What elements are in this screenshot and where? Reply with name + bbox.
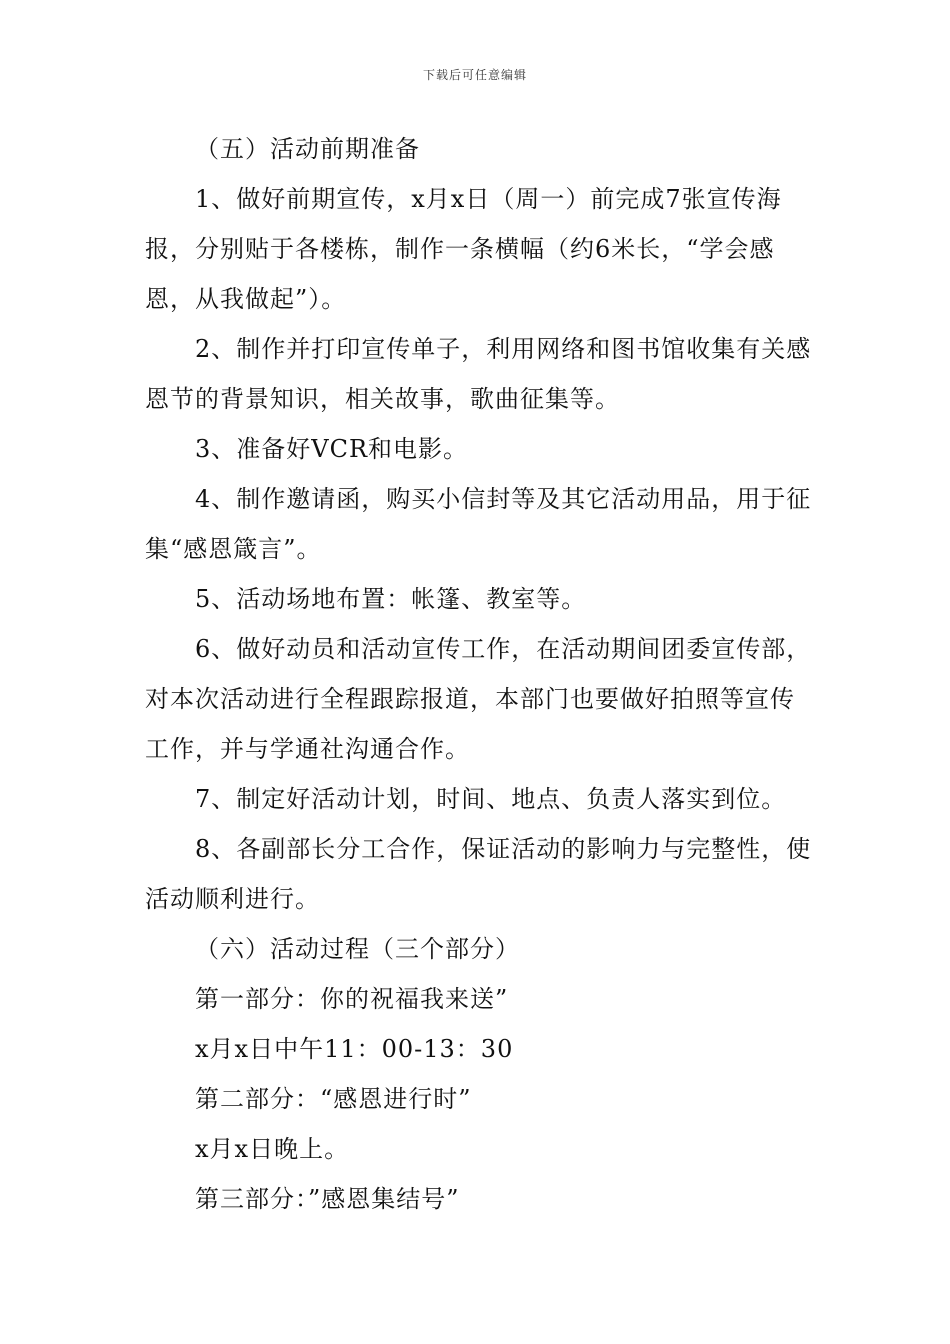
paragraph-item-7: 7、制定好活动计划，时间、地点、负责人落实到位。 xyxy=(195,785,787,813)
page-header-note: 下载后可任意编辑 xyxy=(422,68,527,82)
paragraph-item-2: 2、制作并打印宣传单子，利用网络和图书馆收集有关感恩节的背景知识，相关故事，歌曲征集等。 xyxy=(145,335,812,413)
paragraph-item-3: 3、准备好VCR和电影。 xyxy=(195,435,469,463)
paragraph-item-5: 5、活动场地布置：帐篷、教室等。 xyxy=(195,585,587,613)
section-heading-process: （六）活动过程（三个部分） xyxy=(195,935,520,963)
part-three-title: 第三部分：”感恩集结号” xyxy=(195,1185,460,1213)
paragraph-item-4: 4、制作邀请函，购买小信封等及其它活动用品，用于征集“感恩箴言”。 xyxy=(145,485,812,563)
paragraph-item-8: 8、各副部长分工合作，保证活动的影响力与完整性，使活动顺利进行。 xyxy=(145,835,812,913)
document-body xyxy=(145,124,815,1224)
paragraph-item-6: 6、做好动员和活动宣传工作，在活动期间团委宣传部，对本次活动进行全程跟踪报道，本部门也要做好拍照等宣传工作，并与学通社沟通合作。 xyxy=(145,635,812,763)
section-heading-preparation: （五）活动前期准备 xyxy=(195,135,420,163)
part-two-title: 第二部分：“感恩进行时” xyxy=(195,1085,472,1113)
paragraph-item-1: 1、做好前期宣传，x月x日（周一）前完成7张宣传海报，分别贴于各楼栋，制作一条横幅（约6米长，“学会感恩，从我做起”）。 xyxy=(145,185,782,313)
part-one-time: x月x日中午11：00-13：30 xyxy=(195,1035,514,1063)
part-two-time: x月x日晚上。 xyxy=(195,1135,350,1163)
part-one-title: 第一部分：你的祝福我来送” xyxy=(195,985,509,1013)
